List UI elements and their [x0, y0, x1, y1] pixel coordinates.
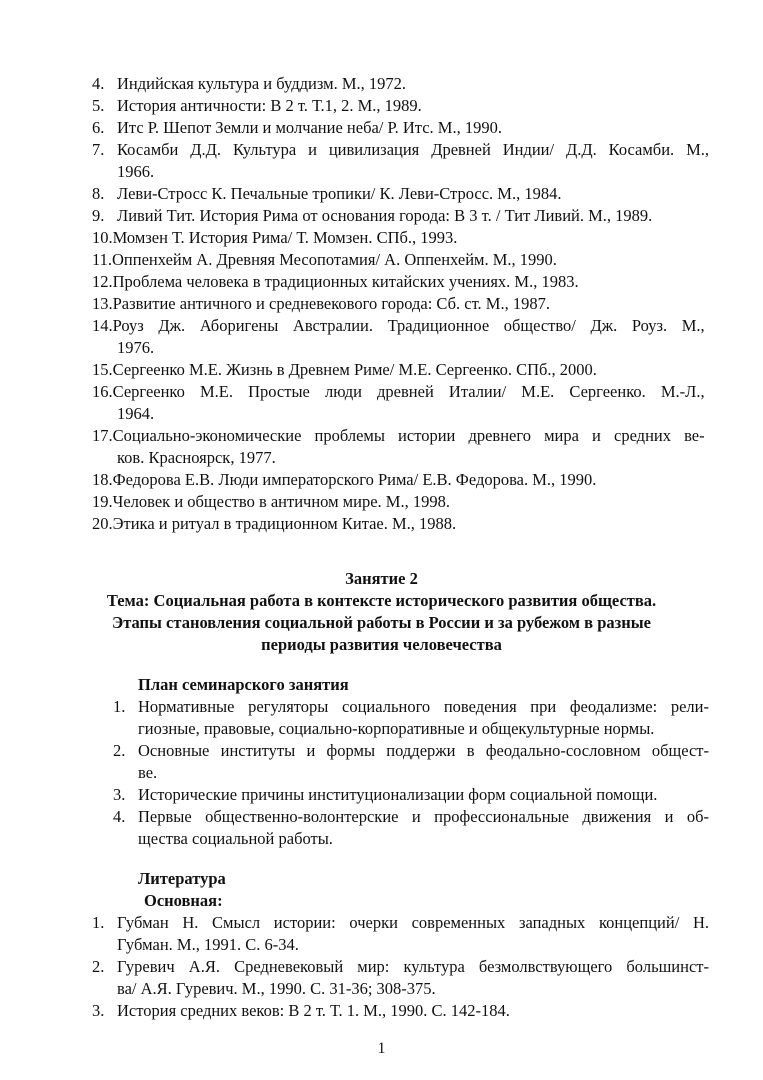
literature-item-number: 1.: [92, 913, 105, 932]
list-item-number: 17.: [92, 426, 113, 445]
list-item-text-continued: 1966.: [117, 162, 155, 181]
plan-item-number: 4.: [113, 807, 126, 826]
list-item-number: 10.: [92, 228, 113, 247]
literature-item-text-continued: Губман. М., 1991. С. 6-34.: [117, 935, 299, 954]
plan-item-text-continued: ве.: [138, 763, 158, 782]
list-item-text: Оппенхейм А. Древняя Месопотамия/ А. Оппенхейм. М., 1990.: [112, 250, 557, 269]
plan-item-number: 1.: [113, 697, 126, 716]
list-item-number: 4.: [92, 74, 105, 93]
list-item-number: 8.: [92, 184, 105, 203]
lesson-topic-line-2: Этапы становления социальной работы в России и за рубежом в разные: [112, 613, 651, 632]
list-item-text: Этика и ритуал в традиционном Китае. М., 1988.: [112, 514, 457, 533]
literature-item-text-continued: ва/ А.Я. Гуревич. М., 1990. С. 31-36; 308-375.: [117, 979, 436, 998]
list-item-number: 9.: [92, 206, 105, 225]
list-item-text: Сергеенко М.Е. Простые люди древней Италии/ М.Е. Сергеенко. М.-Л.,: [112, 382, 705, 401]
literature-item-text: Губман Н. Смысл истории: очерки современных западных концепций/ Н.: [117, 913, 709, 932]
plan-item-number: 2.: [113, 741, 126, 760]
plan-item-text-continued: гиозные, правовые, социально-корпоративные и общекультурные нормы.: [138, 719, 655, 738]
list-item-text: Роуз Дж. Аборигены Австралии. Традиционное общество/ Дж. Роуз. М.,: [112, 316, 705, 335]
literature-item-text: История средних веков: В 2 т. Т. 1. М., 1990. С. 142-184.: [117, 1001, 510, 1020]
plan-item-text: Нормативные регуляторы социального поведения при феодализме: рели-: [138, 697, 709, 716]
list-item-text: Социально-экономические проблемы истории древнего мира и средних ве-: [112, 426, 705, 445]
lesson-topic-line-3: периоды развития человечества: [261, 635, 502, 654]
list-item-text: Косамби Д.Д. Культура и цивилизация Древней Индии/ Д.Д. Косамби. М.,: [117, 140, 709, 159]
literature-subheading: Основная:: [144, 891, 223, 910]
list-item-number: 15.: [92, 360, 113, 379]
literature-item-number: 2.: [92, 957, 105, 976]
list-item-text: Ливий Тит. История Рима от основания города: В 3 т. / Тит Ливий. М., 1989.: [117, 206, 653, 225]
list-item-text: Федорова Е.В. Люди императорского Рима/ Е.В. Федорова. М., 1990.: [112, 470, 597, 489]
literature-heading: Литература: [138, 869, 226, 888]
list-item-number: 13.: [92, 294, 113, 313]
list-item-number: 14.: [92, 316, 113, 335]
list-item-text: История античности: В 2 т. Т.1, 2. М., 1989.: [117, 96, 422, 115]
list-item-text-continued: ков. Красноярск, 1977.: [117, 448, 276, 467]
list-item-text: Развитие античного и средневекового города: Сб. ст. М., 1987.: [112, 294, 550, 313]
page-number: 1: [377, 1040, 386, 1057]
list-item-text-continued: 1964.: [117, 404, 155, 423]
plan-heading: План семинарского занятия: [138, 675, 349, 694]
list-item-number: 11.: [92, 250, 113, 269]
plan-item-text: Исторические причины институционализации форм социальной помощи.: [138, 785, 658, 804]
list-item-number: 12.: [92, 272, 113, 291]
list-item-text: Индийская культура и буддизм. М., 1972.: [117, 74, 407, 93]
plan-item-text: Основные институты и формы поддержи в феодально-сословном общест-: [138, 741, 709, 760]
list-item-text: Человек и общество в античном мире. М., 1998.: [112, 492, 450, 511]
plan-item-number: 3.: [113, 785, 126, 804]
plan-item-text: Первые общественно-волонтерские и профессиональные движения и об-: [138, 807, 709, 826]
plan-item-text-continued: щества социальной работы.: [138, 829, 333, 848]
list-item-number: 19.: [92, 492, 113, 511]
list-item-text: Проблема человека в традиционных китайских учениях. М., 1983.: [112, 272, 579, 291]
list-item-number: 6.: [92, 118, 105, 137]
list-item-text: Итс Р. Шепот Земли и молчание неба/ Р. Итс. М., 1990.: [117, 118, 502, 137]
list-item-text: Сергеенко М.Е. Жизнь в Древнем Риме/ М.Е. Сергеенко. СПб., 2000.: [112, 360, 597, 379]
list-item-number: 18.: [92, 470, 113, 489]
lesson-title: Занятие 2: [345, 569, 418, 588]
literature-item-number: 3.: [92, 1001, 105, 1020]
list-item-number: 16.: [92, 382, 113, 401]
list-item-number: 7.: [92, 140, 105, 159]
list-item-text-continued: 1976.: [117, 338, 155, 357]
literature-item-text: Гуревич А.Я. Средневековый мир: культура безмолвствующего большинст-: [117, 957, 709, 976]
list-item-number: 5.: [92, 96, 105, 115]
list-item-text: Леви-Стросс К. Печальные тропики/ К. Леви-Стросс. М., 1984.: [117, 184, 562, 203]
list-item-number: 20.: [92, 514, 113, 533]
list-item-text: Момзен Т. История Рима/ Т. Момзен. СПб., 1993.: [112, 228, 458, 247]
lesson-topic-line-1: Тема: Социальная работа в контексте исторического развития общества.: [106, 591, 657, 610]
